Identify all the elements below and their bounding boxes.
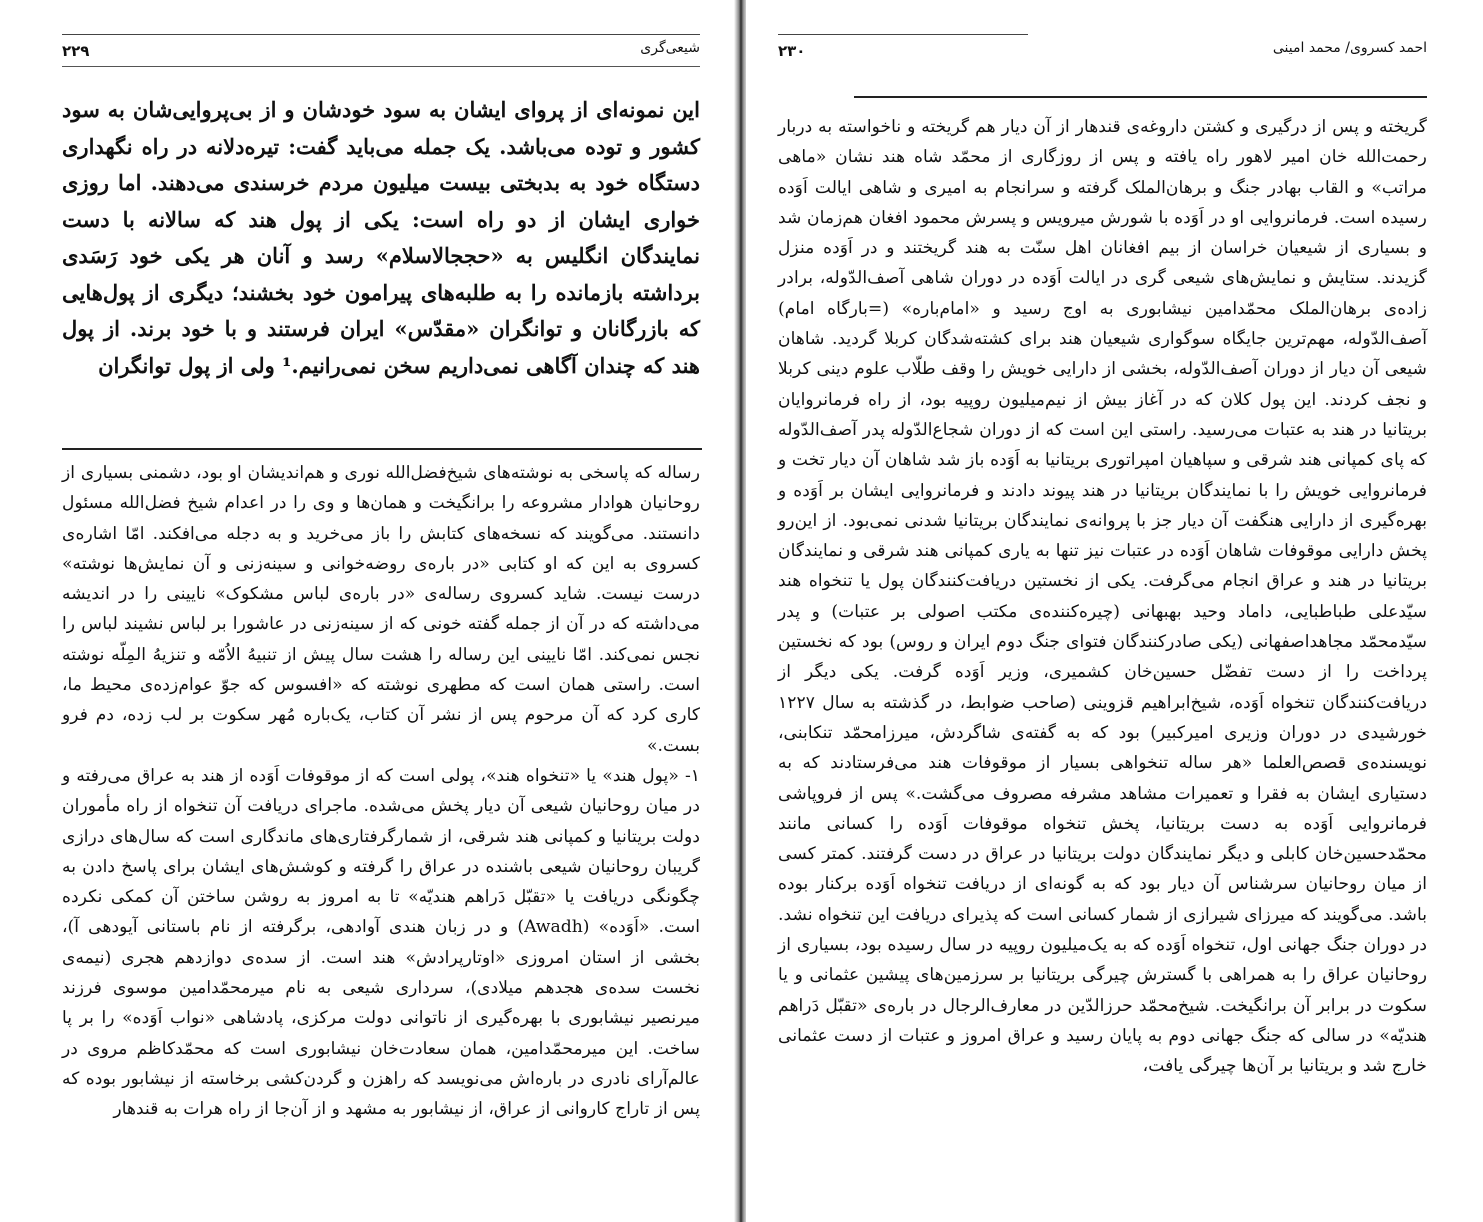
footnotes bbox=[62, 458, 700, 1125]
left-page bbox=[0, 0, 738, 1222]
left-page-header bbox=[62, 40, 700, 66]
footnote-separator bbox=[62, 448, 702, 450]
page-number: ۲۲۹ bbox=[62, 42, 90, 60]
running-title: احمد کسروی/ محمد امینی bbox=[1272, 40, 1427, 56]
footnote-1: ۱- «پول هند» یا «تنخواه هند»، پولی است که از موقوفات اَوَده از هند به عراق می‌رفته و در میان روحانیان شیعی آن دیار پخش می‌شده. ماجرای دریافت آن تنخواه از راه مأموران دولت بریتانیا و کمپانی هند شرقی، از شمارگرفتاری‌های ماندگاری است که سال‌های درازی گریبان روحانیان شیعی باشنده در عراق را گرفته و کوشش‌های ایشان برای پاسخ دادن به چگونگی دریافت یا «تقبّل دَراهم هندیّه» تا به امروز به روشن ساختن آن کمکی نکرده است. «اَوَده» (Awadh) و در زبان هندی آوادهی، برگرفته از نام باستانی آیودهی آ)، بخشی از استان امروزی «اوتارپرادش» هند است. از سده‌ی دوازدهم هجری (نیمه‌ی نخست سده‌ی هجدهم میلادی)، سرداری شیعی به نام میرمحمّدامین موسوی فرزند میرنصیر نیشابوری با بهره‌گیری از ناتوانی دولت مرکزی، پادشاهی «نواب اَوَده» را بر پا ساخت. این میرمحمّدامین، همان سعادت‌خان نیشابوری است که محمّدکاظم مروی در عالم‌آرای نادری در باره‌اش می‌نویسد که راهزن و گردن‌کشی برخاسته از نیشابور بوده که پس از تاراج کاروانی از عراق، از نیشابور به مشهد و از آن‌جا از راه هرات به قندهار bbox=[62, 765, 701, 1120]
right-page-header bbox=[778, 40, 1427, 66]
main-paragraph: این نمونه‌ای از پروای ایشان به سود خودشان و از بی‌پروایی‌شان به سود کشور و توده می‌باشد. یک جمله می‌باید گفت: تیره‌دلانه در راه نگهداری دستگاه خود به بدبختی بیست میلیون مردم خرسندی می‌دهند. اما روزی خواری ایشان از دو راه است: یکی از پول هند که سالانه با دست نمایندگان انگلیس به «حججالاسلام» رسد و آنان هر یکی خود رَسَدی برداشته بازمانده را به طلبه‌های پیرامون خود بخشند؛ دیگری از پول‌هایی که بازرگانان و توانگران «مقدّس» ایران فرستند و با خود برند. از پول هند که چندان آگاهی نمی‌داریم سخن نمی‌رانیم.¹ ولی از پول توانگران bbox=[62, 97, 701, 378]
header-rule bbox=[62, 66, 700, 67]
page-number: ۲۳۰ bbox=[778, 42, 806, 60]
main-text bbox=[62, 92, 700, 384]
header-top-rule bbox=[62, 34, 700, 35]
footnote-separator bbox=[854, 96, 1427, 98]
right-page bbox=[746, 0, 1483, 1222]
footnotes bbox=[778, 112, 1427, 1082]
footnote-continued: رساله که پاسخی به نوشته‌های شیخ‌فضل‌الله نوری و هم‌اندیشان او بود، دشمنی بسیاری از روحانیان هوادار مشروعه را برانگیخت و همان‌ها و وی را در اعدام شیخ فضل‌الله مسئول دانستند. می‌گویند که نسخه‌های کتابش را باز می‌خرید و به دجله می‌افکند. امّا اشاره‌ی کسروی به این که او کتابی «در باره‌ی روضه‌خوانی و سینه‌زنی و آن نمایش‌ها نوشته» درست نیست. شاید کسروی رساله‌ی «در باره‌ی لباس مشکوک» نایینی را در اندیشه می‌داشته که در آن از جمله گفته خونی که از سینه‌زنی در عاشورا بر لباس نشیند لباس را نجس نمی‌کند. امّا نایینی این رساله را هشت سال پیش از تنبیهُ الاُمّه و تنزیهُ المِلّه نوشته است. راستی همان است که مطهری نوشته که «افسوس که جوّ عوام‌زده‌ی محیط ما، کاری کرد که آن مرحوم پس از نشر آن کتاب، یک‌باره مُهر سکوت بر لب زده، دم فرو بست.» bbox=[62, 463, 700, 756]
footnote-continued: گریخته و پس از درگیری و کشتن داروغه‌ی قندهار از آن دیار هم گریخته و ناخواسته به دربار رحمت‌الله خان امیر لاهور راه یافته و پس از روزگاری از محمّد شاه هند نشان «ماهی مراتب» و القاب بهادر جنگ و برهان‌الملک گرفته و سرانجام به امیری و شاهی ایالت اَوَده رسیده است. فرمانروایی او در اَوَده با شورش میرویس و پسرش محمود افغان هم‌زمان شد و بسیاری از شیعیان خراسان از بیم افغانان اهل سنّت به هند گریختند و در اَوَده منزل گزیدند. ستایش و نمایش‌های شیعی گری در ایالت اَوَده در دوران شاهی آصف‌الدّوله، برادر زاده‌ی برهان‌الملک محمّدامین نیشابوری به اوج رسید و «امام‌باره» (=بارگاه امام) آصف‌الدّوله، مهم‌ترین جایگاه سوگواری شیعیان هند برای کشته‌شدگان کربلا گردید. شاهان شیعی آن دیار از دوران آصف‌الدّوله، بخشی از دارایی خویش را وقف طلّاب علوم دینی کربلا و نجف کردند. این پول کلان که در آغاز بیش از نیم‌میلیون روپیه بود، از راه فرمانروایان بریتانیا در هند به عتبات می‌رسید. راستی این است که از دوران شجاع‌الدّوله پدر آصف‌الدّوله که پای کمپانی هند شرقی و سپاهیان امپراتوری بریتانیا به اَوَده باز شد شاهان آن دیار تخت و فرمانروایی خویش را با نمایندگان بریتانیا در هند پیوند دادند و فرمانروایی ایشان بر اَوَده و بهره‌گیری از دارایی هنگفت آن دیار جز با پروانه‌ی نمایندگان بریتانیا شدنی نمی‌بود. از این‌رو پخش دارایی موقوفات شاهان اَوَده در عتبات نیز تنها به یاری کمپانی هند شرقی و نمایندگان بریتانیا در هند و عراق انجام می‌گرفت. یکی از نخستین دریافت‌کنندگان پول یا تنخواه هند سیّدعلی طباطبایی، داماد وحید بهبهانی (چیره‌کننده‌ی مکتب اصولی بر عتبات) و پدر سیّدمحمّد مجاهداصفهانی (یکی صادرکنندگان فتوای جنگ دوم ایران و روس) بود که نخستین پرداخت را از دست تفضّل حسین‌خان کشمیری، وزیر اَوَده گرفت. یکی دیگر از دریافت‌کنندگان تنخواه اَوَده، شیخ‌ابراهیم قزوینی (صاحب ضوابط، در گذشته به سال ۱۲۲۷ خورشیدی در دوران وزیری امیرکبیر) بود که به گفته‌ی شاگردش، میرزامحمّد تنکابنی، نویسنده‌ی قصص‌العلما «هر ساله تنخواهی بسیار از موقوفات هند می‌فرستادند که به دستیاری ایشان به فقرا و تعمیرات مشاهد مشرفه مصروف می‌گشت.» پس از فروپاشی فرمانروایی اَوَده به دست بریتانیا، پخش تنخواه موقوفات اَوَده را کسانی مانند محمّدحسین‌خان کابلی و دیگر نمایندگان دولت بریتانیا در عراق در دست گرفتند. کمتر کسی از میان روحانیان سرشناس آن دیار بود که به گونه‌ای از دریافت تنخواه اَوَده برکنار بوده باشد. می‌گویند که میرزای شیرازی از شمار کسانی است که پذیرای دریافت این تنخواه نشد. در دوران جنگ جهانی اول، تنخواه اَوَده که به یک‌میلیون روپیه در سال رسیده بود، بسیاری از روحانیان عراق را به همراهی با گسترش چیرگی بریتانیا بر سرزمین‌های پیشین عثمانی و یا سکوت در برابر آن برانگیخت. شیخ‌محمّد حرزالدّین در معارف‌الرجال در باره‌ی «تقبّل دَراهم هندیّه» در سالی که جنگ جهانی دوم به پایان رسید و عراق امروز و عتبات از دست عثمانی خارج شد و بریتانیا بر آن‌ها چیرگی یافت، bbox=[778, 117, 1427, 1077]
running-title: شیعی‌گری bbox=[640, 40, 700, 56]
header-top-rule bbox=[778, 34, 1028, 35]
